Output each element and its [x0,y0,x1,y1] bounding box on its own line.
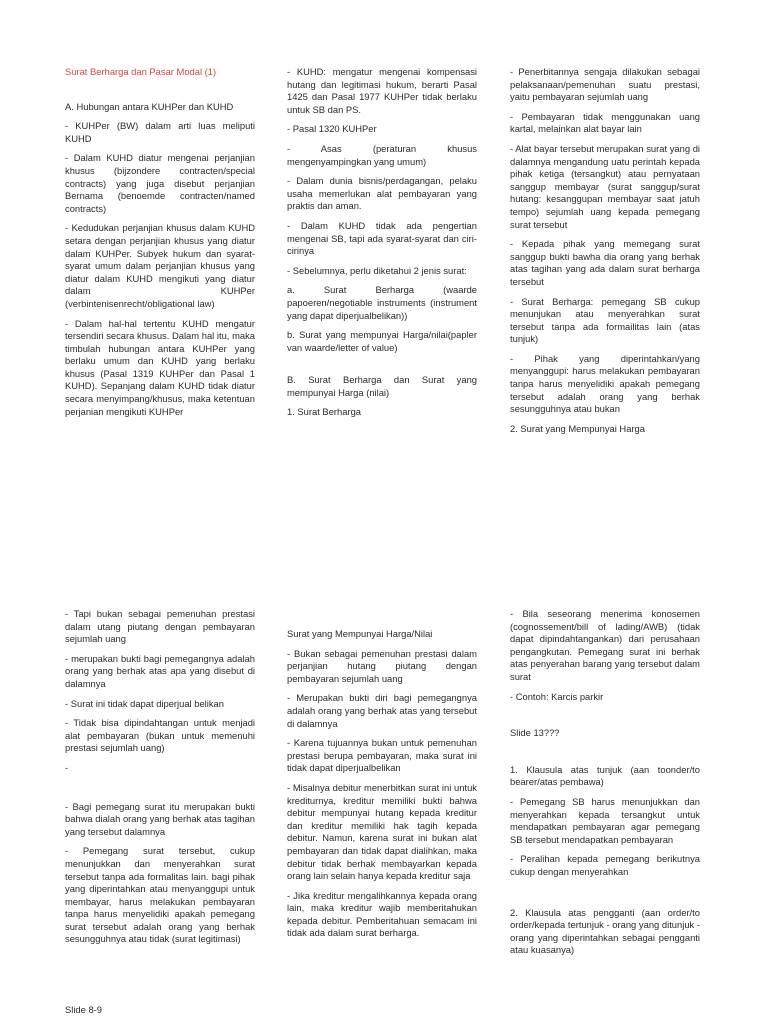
paragraph: - Pemegang SB harus menunjukkan dan menyerahkan kepada tersangkut untuk mendapatkan pembayaran agar pemegang SB tersebut mendapatkan pembayaran [510,795,700,845]
paragraph: b. Surat yang mempunyai Harga/nilai(papler van waarde/letter of value) [287,329,477,353]
section-heading-a: A. Hubungan antara KUHPer dan KUHD [65,100,234,112]
paragraph: - Merupakan bukti diri bagi pemegangnya adalah orang yang berhak atas yang tersebut di dalamnya [287,692,477,729]
paragraph: - Tidak bisa dipindahtangan untuk menjadi alat pembayaran (bukan untuk memenuhi prestasi sejumlah uang) [65,717,255,754]
paragraph: - Dalam hal-hal tertentu KUHD mengatur tersendiri secara khusus. Dalam hal itu, maka timbulah hubungan antara KUHPer yang berlaku umum dan KUHD yang berlaku khusus (Pasal 1319 KUHPer dan Pasal 1 KUHD). Sepanjang dalam KUHD tidak diatur secara menyimpang/khusus, maka ketentuan perjanian mengikuti KUHPer [65,317,255,417]
paragraph: - Misalnya debitur menerbitkan surat ini untuk krediturnya, kreditur memiliki bukti bahwa debitur mempunyai hutang kepada kreditur dan kreditur memiliki hak tagih kepada debitur. Namun, karena surat ini bukan alat pembayaran dan tidak dapat dialihkan, maka debitur tidak berhak membayarkan kepada orang lain selain hanya kepada kreditur saja [287,781,477,882]
paragraph: - Dalam dunia bisnis/perdagangan, pelaku usaha memerlukan alat pembayaran yang praktis dan aman. [287,175,477,212]
clause-heading-1: 1. Klausula atas tunjuk (aan toonder/to bearer/atas pembawa) [510,763,700,788]
page-footer: Slide 8-9 [65,1004,103,1015]
paragraph: - Bagi pemegang surat itu merupakan bukti bahwa dialah orang yang berhak atas tagihan yang tersebut dalamnya [65,800,255,837]
paragraph: - Dalam KUHD tidak ada pengertian mengenai SB, tapi ada syarat-syarat dan ciri-cirinya [287,219,477,257]
paragraph: - Contoh: Karcis parkir [510,690,604,702]
paragraph: - Alat bayar tersebut merupakan surat yang di dalamnya mengandung uatu perintah kepada pihak ketiga (tersangkut) atau pernyataan sanggup membayar (surat sanggup/surat hutang: kesanggupan membayar saat jatuh tempo) sejumlah uang kepada pemegang surat tersebut [510,142,700,230]
paragraph: - Dalam KUHD diatur mengenai perjanjian khusus (bijzondere contracten/special contracts) yang juga disebut perjanjian Bernama (benoemde contracten/named contracts) [65,152,255,214]
subheading-surat-harga-nilai: Surat yang Mempunyai Harga/Nilai [287,628,433,639]
paragraph: - Pasal 1320 KUHPer [287,123,377,135]
paragraph: - Peralihan kepada pemegang berikutnya cukup dengan menyerahkan [510,853,700,877]
paragraph: - Kedudukan perjanjian khusus dalam KUHD setara dengan perjanjian khusus yang diatur dalam KUHPer. Subyek hukum dan syarat-syarat umum dalam perjanjian khusus yang diatur dalam KUHD mengikuti yang diatur dalam KUHPer (verbintenisenrecht/obligational law) [65,222,255,309]
paragraph: - [65,761,69,773]
document-title: Surat Berharga dan Pasar Modal (1) [65,66,217,77]
paragraph: - Bila seseorang menerima konosemen (cognossement/bill of lading/AWB) (tidak dapat dipindahtangankan) dari perusahaan pengangkutan. Pemegang surat ini berhak atas penyerahan barang yang tersebut dalam surat [510,608,700,682]
column-2 [287,66,477,426]
column-1 [65,66,255,425]
paragraph: a. Surat Berharga (waarde papoeren/negotiable instruments (instrument yang dapat diperjualbelikan)) [287,284,477,321]
column-3 [510,66,700,442]
subheading-surat-mempunyai-harga: 2. Surat yang Mempunyai Harga [510,422,645,434]
column-5 [287,628,477,947]
paragraph: - Pemegang surat tersebut, cukup menunjukkan dan menyerahkan surat tersebut tanpa ada formalitas lain. bagi pihak yang diperintahkan atau menyanggupi untuk membayar, harus melakukan pembayaran tanpa harus menyelidiki apakah pemegang surat tersebut adalah orang yang berhak sesungguhnya atau tidak (surat legitimasi) [65,845,255,945]
slide-reference: Slide 13??? [510,727,560,739]
paragraph: - Surat ini tidak dapat diperjual belikan [65,697,224,709]
paragraph: - merupakan bukti bagi pemegangnya adalah orang yang berhak atas apa yang disebut di dalamnya [65,652,255,689]
paragraph: - Kepada pihak yang memegang surat sanggup bukti bawha dia orang yang berhak atas tagihan yang ada dalam surat berharga tersebut [510,238,700,287]
section-heading-b: B. Surat Berharga dan Surat yang mempunyai Harga (nilai) [287,374,477,398]
paragraph: - Asas (peraturan khusus mengenyampingkan yang umum) [287,142,477,167]
subheading-surat-berharga: 1. Surat Berharga [287,406,362,418]
paragraph: - Bukan sebagai pemenuhan prestasi dalam perjanjian hutang piutang dengan pembayaran sejumlah uang [287,647,477,684]
paragraph: - Tapi bukan sebagai pemenuhan prestasi dalam utang piutang dengan pembayaran sejumlah uang [65,608,255,645]
paragraph: - KUHPer (BW) dalam arti luas meliputi KUHD [65,120,255,144]
paragraph: - Jika kreditur mengalihkannya kepada orang lain, maka kreditur wajib memberitahukan kepada debitur. Pemberitahuan semacam ini tidak ada dalam surat berharga. [287,889,477,939]
paragraph: - KUHD: mengatur mengenai kompensasi hutang dan legitimasi hukum, berarti Pasal 1425 dan Pasal 1977 KUHPer tidak berlaku untuk SB dan PS. [287,66,477,115]
column-6 [510,608,700,964]
clause-heading-2: 2. Klausula atas pengganti (aan order/to order/kepada tertunjuk - orang yang ditunjuk - orang yang diperintahkan sebagai pengganti atau kuasanya) [510,906,700,956]
paragraph: - Pihak yang diperintahkan/yang menyanggupi: harus melakukan pembayaran tanpa harus menyelidiki apakah pemegang tersebut adalah orang yang berhak sesungguhnya atau bukan [510,352,700,415]
paragraph: - Penerbitannya sengaja dilakukan sebagai pelaksanaan/pemenuhan suatu prestasi, yaitu pembayaran sejumlah uang [510,66,700,103]
paragraph: - Pembayaran tidak menggunakan uang kartal, melainkan alat bayar lain [510,110,700,135]
paragraph: - Surat Berharga: pemegang SB cukup menunjukan atau menyerahkan surat tersebut tanpa ada formailitas lain (atas tunjuk) [510,295,700,345]
paragraph: - Karena tujuannya bukan untuk pemenuhan prestasi berupa pembayaran, maka surat ini tidak dapat diperjualbelikan [287,737,477,774]
paragraph: - Sebelumnya, perlu diketahui 2 jenis surat: [287,264,467,276]
column-4 [65,608,255,953]
